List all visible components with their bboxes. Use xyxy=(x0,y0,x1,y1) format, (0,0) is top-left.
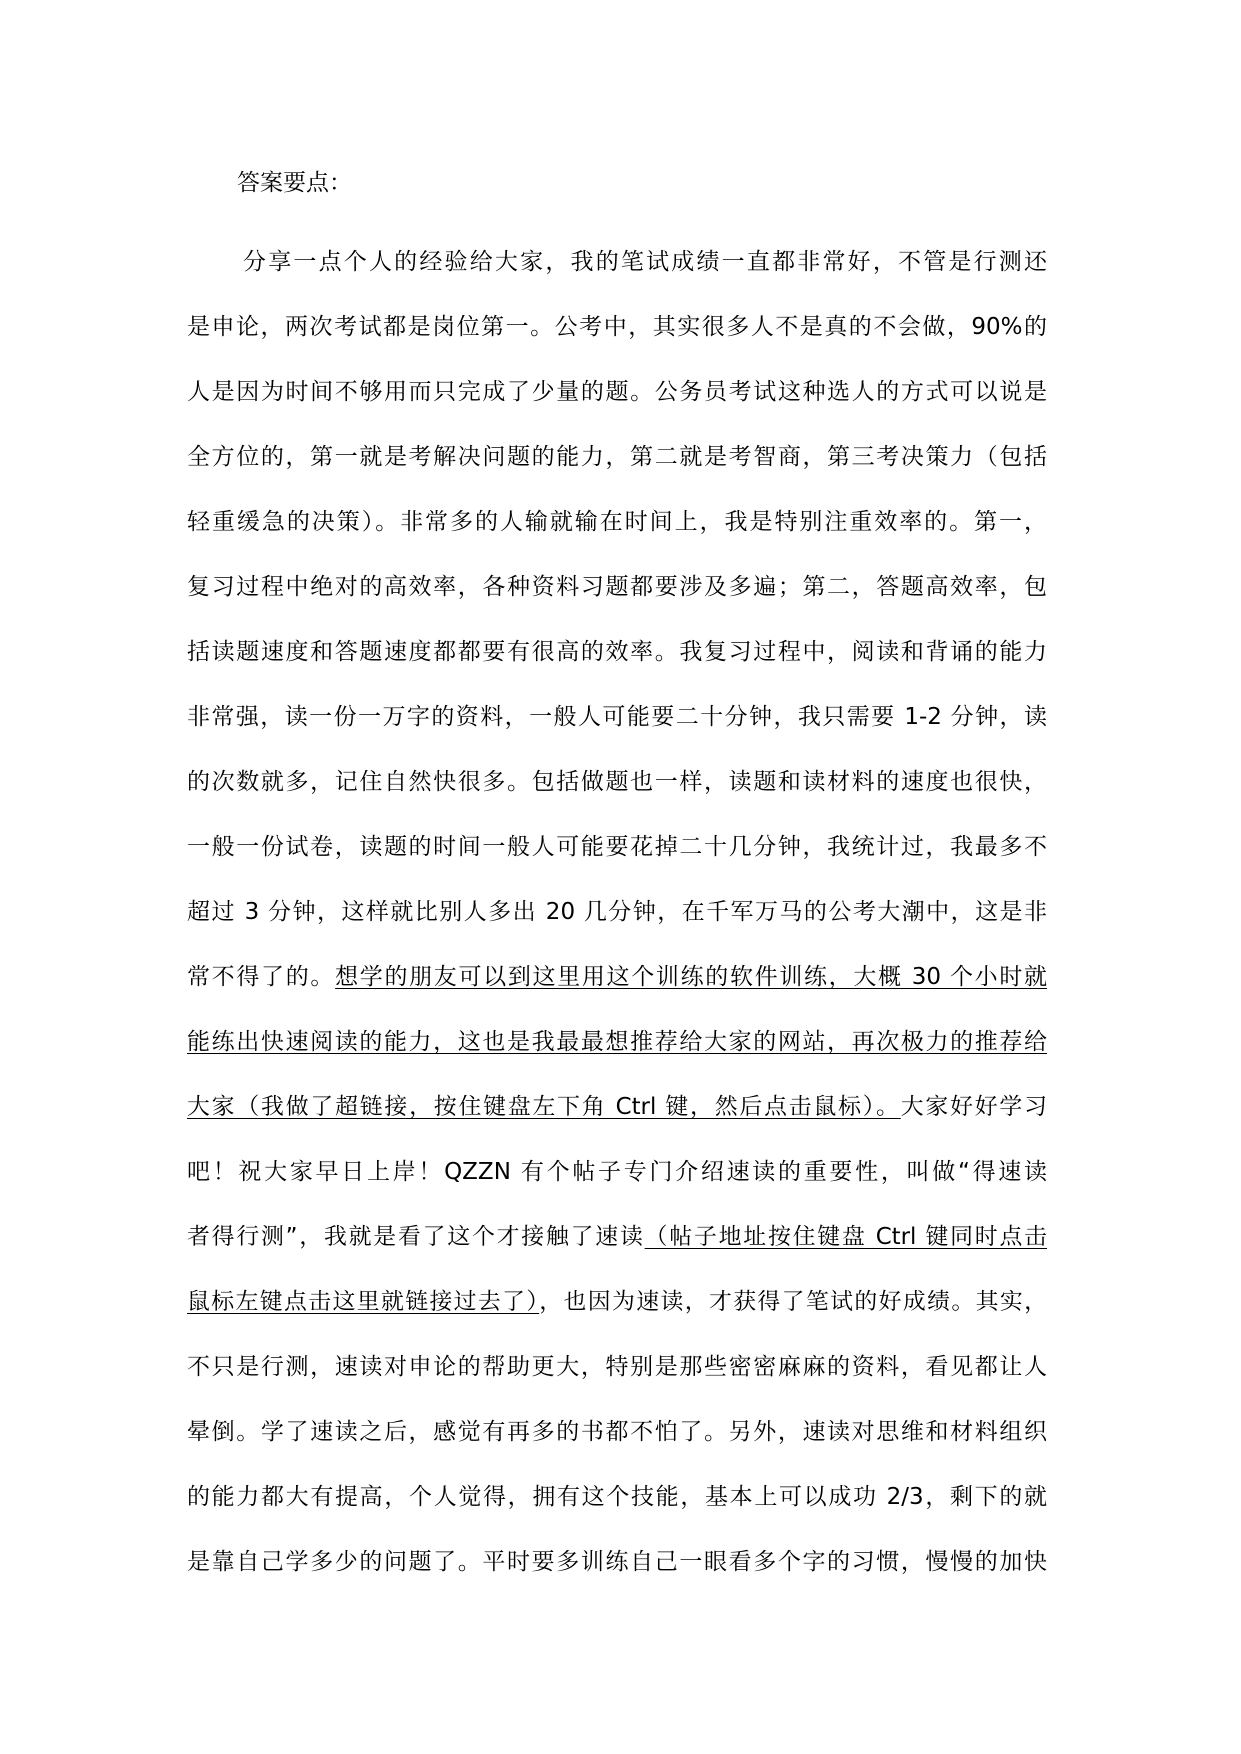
text-run: 者得行测”，我就是看了这个才接触了速读 xyxy=(187,1224,645,1250)
text-line xyxy=(187,375,1047,440)
text-line xyxy=(187,440,1047,505)
text-run: 全方位的，第一就是考解决问题的能力，第二就是考智商，第三考决策力（包括 xyxy=(187,444,1047,470)
post-address-link[interactable]: 鼠标左键点击这里就链接过去了） xyxy=(187,1289,540,1315)
text-line xyxy=(187,1545,1047,1610)
text-run: 一般一份试卷，读题的时间一般人可能要花掉二十几分钟，我统计过，我最多不 xyxy=(187,834,1047,860)
text-line xyxy=(187,635,1047,700)
text-run: 非常强，读一份一万字的资料，一般人可能要二十分钟，我只需要 1-2 分钟，读 xyxy=(187,704,1047,730)
text-line xyxy=(187,245,1047,310)
training-software-link[interactable]: 大家（我做了超链接，按住键盘左下角 Ctrl 键，然后点击鼠标）。 xyxy=(187,1094,901,1120)
text-line xyxy=(187,960,1047,1025)
training-software-link[interactable]: 想学的朋友可以到这里用这个训练的软件训练，大概 30 个小时就 xyxy=(335,964,1047,990)
text-run: 的能力都大有提高，个人觉得，拥有这个技能，基本上可以成功 2/3，剩下的就 xyxy=(187,1484,1047,1510)
post-address-link[interactable]: （帖子地址按住键盘 Ctrl 键同时点击 xyxy=(644,1224,1047,1250)
answer-body xyxy=(187,245,1047,1610)
training-software-link[interactable]: 能练出快速阅读的能力，这也是我最最想推荐给大家的网站，再次极力的推荐给 xyxy=(187,1029,1047,1055)
text-line xyxy=(187,505,1047,570)
text-line xyxy=(187,1220,1047,1285)
text-line xyxy=(187,1415,1047,1480)
text-line xyxy=(187,1285,1047,1350)
text-run: 括读题速度和答题速度都都要有很高的效率。我复习过程中，阅读和背诵的能力 xyxy=(187,639,1047,665)
text-run: ，也因为速读，才获得了笔试的好成绩。其实， xyxy=(539,1289,1047,1315)
text-line xyxy=(187,1090,1047,1155)
answer-heading: 答案要点： xyxy=(237,170,352,196)
text-line xyxy=(187,1025,1047,1090)
text-line xyxy=(187,700,1047,765)
text-run: 常不得了的。 xyxy=(187,964,336,990)
text-run: 晕倒。学了速读之后，感觉有再多的书都不怕了。另外，速读对思维和材料组织 xyxy=(187,1419,1047,1445)
text-run: 不只是行测，速读对申论的帮助更大，特别是那些密密麻麻的资料，看见都让人 xyxy=(187,1354,1047,1380)
text-line xyxy=(187,765,1047,830)
text-line xyxy=(187,1480,1047,1545)
text-line xyxy=(187,310,1047,375)
text-run: 的次数就多，记住自然快很多。包括做题也一样，读题和读材料的速度也很快， xyxy=(187,769,1047,795)
text-run: 是靠自己学多少的问题了。平时要多训练自己一眼看多个字的习惯，慢慢的加快 xyxy=(187,1549,1047,1575)
text-run: 分享一点个人的经验给大家，我的笔试成绩一直都非常好，不管是行测还 xyxy=(243,249,1047,275)
text-line xyxy=(187,895,1047,960)
text-run: 复习过程中绝对的高效率，各种资料习题都要涉及多遍；第二，答题高效率，包 xyxy=(187,574,1047,600)
text-run: 人是因为时间不够用而只完成了少量的题。公务员考试这种选人的方式可以说是 xyxy=(187,379,1047,405)
text-line xyxy=(187,1155,1047,1220)
text-run: 大家好好学习 xyxy=(900,1094,1047,1120)
text-run: 超过 3 分钟，这样就比别人多出 20 几分钟，在千军万马的公考大潮中，这是非 xyxy=(187,899,1047,925)
text-run: 是申论，两次考试都是岗位第一。公考中，其实很多人不是真的不会做，90%的 xyxy=(187,314,1047,340)
text-line xyxy=(187,570,1047,635)
text-line xyxy=(187,830,1047,895)
text-line xyxy=(187,1350,1047,1415)
text-run: 吧！祝大家早日上岸！QZZN 有个帖子专门介绍速读的重要性，叫做“得速读 xyxy=(187,1159,1047,1185)
text-run: 轻重缓急的决策）。非常多的人输就输在时间上，我是特别注重效率的。第一， xyxy=(187,509,1047,535)
